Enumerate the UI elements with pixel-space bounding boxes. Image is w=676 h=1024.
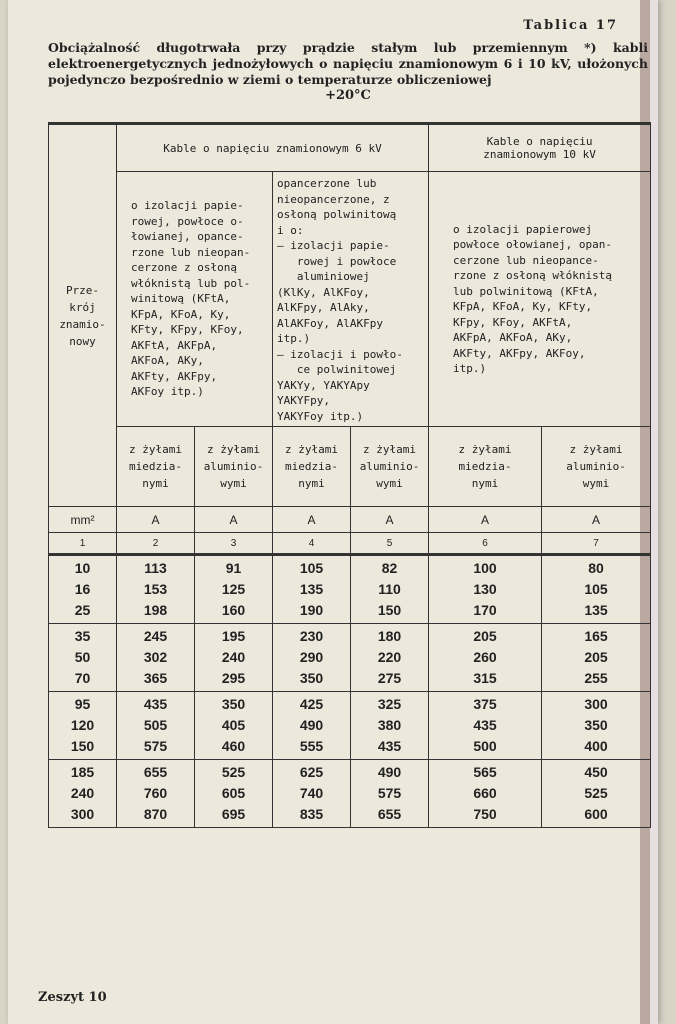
cell-group-2-col-4	[273, 692, 351, 760]
cell-value: 195	[221, 628, 246, 644]
cell-group-2-col-5	[351, 692, 429, 760]
cell-value: 605	[221, 785, 246, 801]
colnum-3: 3	[195, 533, 273, 555]
header-col6-copper: z żyłami miedzia- nymi	[429, 427, 542, 507]
header-desc-6kv-paper: o izolacji papie- rowej, powłoce o- łowianej, opance- rzone lub nieopan- cerzone z osłoną włóknistą lub pol- winitową (KFtA, KFpA, KFoA, Ky, KFty, KFpy, KFoy, AKFtA, AKFpA, AKFoA, AKy, AKFty, AKFpy, AKFoy itp.)	[117, 172, 273, 427]
cell-group-0-col-4	[273, 555, 351, 624]
cell-value: 295	[221, 670, 246, 686]
cell-value: 150	[70, 738, 95, 754]
cell-value: 525	[221, 764, 246, 780]
caption-text: Obciążalność długotrwała przy prądzie stałym lub przemiennym *) kabli elektroenergetycznych jednożyłowych o napięciu znamionowym 6 i 10 kV, ułożonych pojedynczo bezpośrednio w ziemi o temperaturze obliczeniowej	[48, 40, 648, 87]
cell-value: 110	[378, 581, 401, 597]
cell-value: 135	[299, 581, 324, 597]
cell-group-1-col-3	[195, 624, 273, 692]
cell-value: 760	[143, 785, 168, 801]
table-label: Tablica 17	[523, 18, 618, 33]
cell-group-1-col-1	[49, 624, 117, 692]
cell-group-0-col-2	[117, 555, 195, 624]
cell-value: 135	[584, 602, 608, 618]
cell-value: 365	[143, 670, 168, 686]
cell-value: 660	[473, 785, 497, 801]
cell-value: 450	[584, 764, 608, 780]
cell-value: 555	[299, 738, 324, 754]
cell-value: 10	[74, 560, 91, 576]
cell-group-3-col-4	[273, 760, 351, 828]
page	[8, 0, 658, 1024]
table-data-body	[49, 555, 651, 828]
cell-value: 230	[299, 628, 324, 644]
cell-value: 490	[377, 764, 402, 780]
cell-value: 750	[473, 806, 497, 822]
table-row	[49, 624, 651, 692]
cell-value: 380	[377, 717, 402, 733]
cell-group-3-col-2	[117, 760, 195, 828]
cell-value: 240	[221, 649, 246, 665]
cell-value: 125	[221, 581, 246, 597]
cell-value: 565	[473, 764, 497, 780]
table-row	[49, 692, 651, 760]
cell-value: 655	[143, 764, 168, 780]
cell-value: 375	[473, 696, 497, 712]
header-col2-copper: z żyłami miedzia- nymi	[117, 427, 195, 507]
cell-value: 105	[299, 560, 324, 576]
cell-value: 505	[143, 717, 168, 733]
cell-value: 435	[143, 696, 168, 712]
cell-value: 400	[584, 738, 608, 754]
cell-value: 120	[70, 717, 95, 733]
cell-value: 260	[473, 649, 497, 665]
cell-group-3-col-7	[542, 760, 651, 828]
cell-value: 325	[377, 696, 402, 712]
cell-value: 350	[584, 717, 608, 733]
cell-group-0-col-7	[542, 555, 651, 624]
unit-col2: A	[117, 507, 195, 533]
cell-value: 25	[74, 602, 91, 618]
header-desc-6kv-polymer: opancerzone lub nieopancerzone, z osłoną polwinitową i o: — izolacji papie- rowej i powłoce aluminiowej (KlKy, AlKFoy, AlKFpy, AlAky, AlAKFoy, AlAKFpy itp.) — izolacji i powło- ce polwinitowej YAKYy, YAKYApy YAKYFpy, YAKYFoy itp.)	[273, 172, 429, 427]
unit-col7: A	[542, 507, 651, 533]
cell-value: 275	[377, 670, 402, 686]
cell-group-1-col-4	[273, 624, 351, 692]
cell-group-2-col-2	[117, 692, 195, 760]
table-row	[49, 760, 651, 828]
cell-value: 460	[221, 738, 246, 754]
cell-value: 525	[584, 785, 608, 801]
cell-value: 70	[74, 670, 91, 686]
header-col5-aluminium: z żyłami aluminio- wymi	[351, 427, 429, 507]
cell-group-3-col-3	[195, 760, 273, 828]
cell-value: 130	[473, 581, 497, 597]
cell-value: 95	[74, 696, 91, 712]
cell-group-2-col-7	[542, 692, 651, 760]
cell-value: 198	[143, 602, 168, 618]
cell-value: 245	[143, 628, 168, 644]
cell-value: 113	[144, 560, 167, 576]
cell-value: 302	[143, 649, 168, 665]
cell-group-3-col-5	[351, 760, 429, 828]
cell-value: 500	[473, 738, 497, 754]
cell-group-3-col-6	[429, 760, 542, 828]
cell-group-1-col-2	[117, 624, 195, 692]
cell-value: 625	[299, 764, 324, 780]
header-col4-copper: z żyłami miedzia- nymi	[273, 427, 351, 507]
cell-value: 695	[221, 806, 246, 822]
cell-value: 315	[473, 670, 497, 686]
cell-value: 425	[299, 696, 324, 712]
unit-col3: A	[195, 507, 273, 533]
cell-value: 91	[225, 560, 242, 576]
header-col7-aluminium: z żyłami aluminio- wymi	[542, 427, 651, 507]
cell-value: 600	[584, 806, 608, 822]
cell-value: 180	[377, 628, 402, 644]
cell-value: 150	[377, 602, 402, 618]
cell-value: 170	[473, 602, 497, 618]
cell-value: 350	[299, 670, 324, 686]
cell-group-2-col-6	[429, 692, 542, 760]
cell-group-2-col-3	[195, 692, 273, 760]
colnum-5: 5	[351, 533, 429, 555]
cell-value: 190	[299, 602, 324, 618]
cell-group-0-col-6	[429, 555, 542, 624]
cell-value: 870	[143, 806, 168, 822]
footer-label: Zeszyt 10	[38, 990, 107, 1005]
unit-col6: A	[429, 507, 542, 533]
unit-col1: mm²	[49, 507, 117, 533]
colnum-4: 4	[273, 533, 351, 555]
cell-value: 50	[74, 649, 91, 665]
cell-value: 405	[221, 717, 246, 733]
cell-value: 160	[221, 602, 246, 618]
cell-value: 300	[70, 806, 95, 822]
cell-value: 300	[584, 696, 608, 712]
cell-value: 290	[299, 649, 324, 665]
cell-value: 575	[143, 738, 168, 754]
table-caption	[48, 40, 648, 104]
cell-value: 435	[473, 717, 497, 733]
cell-value: 220	[377, 649, 402, 665]
cell-value: 205	[584, 649, 608, 665]
cell-value: 350	[221, 696, 246, 712]
cell-group-0-col-3	[195, 555, 273, 624]
cell-value: 82	[381, 560, 398, 576]
cell-group-1-col-6	[429, 624, 542, 692]
cell-group-3-col-1	[49, 760, 117, 828]
cell-group-0-col-1	[49, 555, 117, 624]
header-group-6kv: Kable o napięciu znamionowym 6 kV	[117, 124, 429, 172]
cell-value: 255	[584, 670, 608, 686]
cell-value: 490	[299, 717, 324, 733]
caption-temperature: +20°C	[325, 88, 371, 103]
unit-col4: A	[273, 507, 351, 533]
cell-value: 185	[70, 764, 95, 780]
header-col3-aluminium: z żyłami aluminio- wymi	[195, 427, 273, 507]
cell-value: 100	[473, 560, 497, 576]
header-group-10kv: Kable o napięciu znamionowym 10 kV	[429, 124, 651, 172]
cell-value: 205	[473, 628, 497, 644]
cell-value: 105	[584, 581, 608, 597]
cell-value: 575	[377, 785, 402, 801]
cell-group-1-col-7	[542, 624, 651, 692]
cell-value: 16	[74, 581, 91, 597]
cell-value: 240	[70, 785, 95, 801]
cell-value: 835	[299, 806, 324, 822]
header-desc-10kv: o izolacji papierowej powłoce ołowianej, opan- cerzone lub nieopance- rzone z osłoną włóknistą lub polwinitową (KFtA, KFpA, KFoA, Ky, KFty, KFpy, KFoy, AKFtA, AKFpA, AKFoA, AKy, AKFty, AKFpy, AKFoy, itp.)	[429, 172, 651, 427]
cell-group-1-col-5	[351, 624, 429, 692]
colnum-2: 2	[117, 533, 195, 555]
cell-value: 435	[377, 738, 402, 754]
cell-group-2-col-1	[49, 692, 117, 760]
cell-value: 165	[584, 628, 608, 644]
table-row	[49, 555, 651, 624]
header-cross-section: Prze- krój znamio- nowy	[49, 124, 117, 507]
cell-value: 35	[74, 628, 91, 644]
ampacity-table	[48, 122, 651, 828]
unit-col5: A	[351, 507, 429, 533]
cell-group-0-col-5	[351, 555, 429, 624]
cell-value: 655	[377, 806, 402, 822]
cell-value: 80	[588, 560, 604, 576]
cell-value: 740	[299, 785, 324, 801]
cell-value: 153	[143, 581, 168, 597]
colnum-1: 1	[49, 533, 117, 555]
colnum-7: 7	[542, 533, 651, 555]
colnum-6: 6	[429, 533, 542, 555]
